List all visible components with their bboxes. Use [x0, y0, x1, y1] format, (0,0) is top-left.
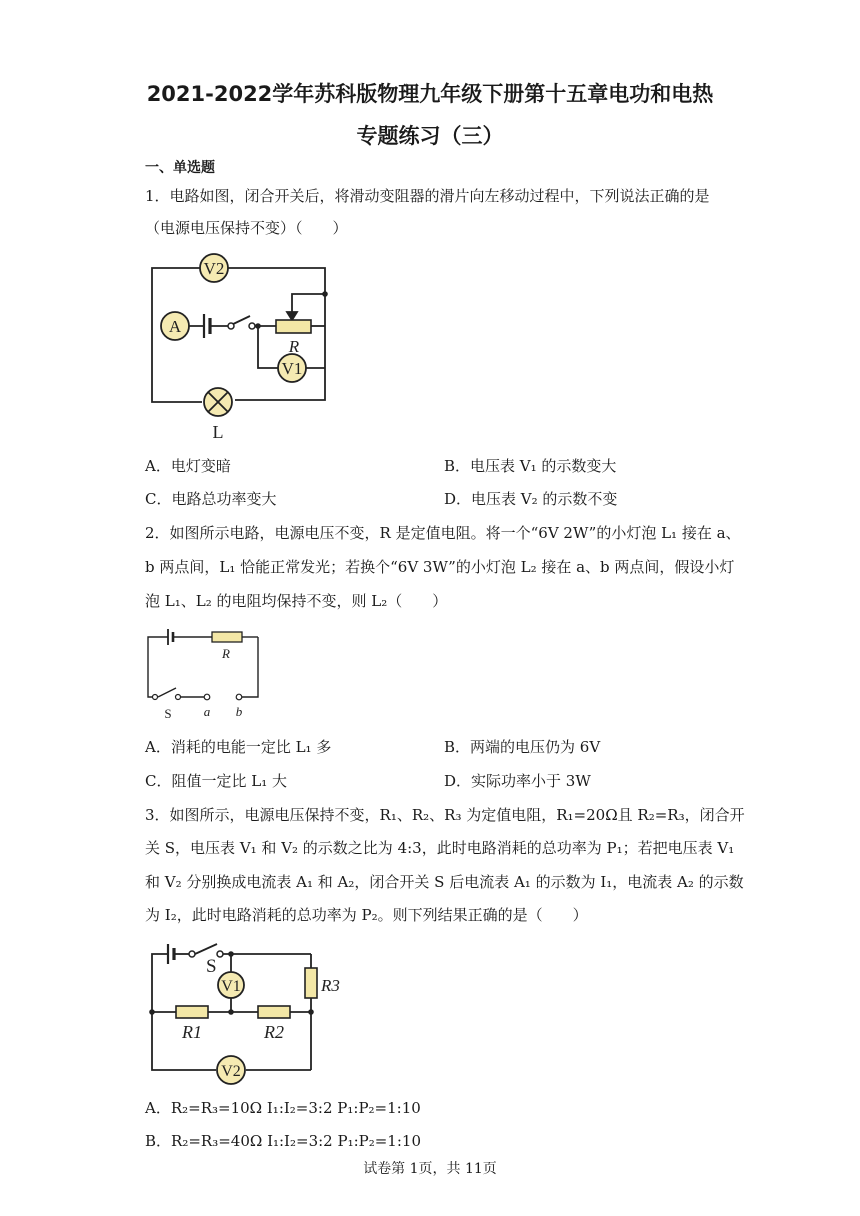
- q1-option-b[interactable]: B．电压表 V₁ 的示数变大: [444, 457, 617, 475]
- document-title-line-2: 专题练习（三）: [356, 124, 504, 148]
- q1-label-r: R: [288, 337, 300, 356]
- q3-label-v2: V2: [221, 1063, 241, 1080]
- q1-label-ammeter: A: [168, 317, 182, 336]
- q2-text-line-2: b 两点间，L₁ 恰能正常发光；若换个“6V 3W”的小灯泡 L₂ 接在 a、b 两点间，假设小灯: [145, 558, 735, 576]
- page-footer: 试卷第 1页，共 11页: [363, 1161, 497, 1177]
- q3-text-line-1: 3．如图所示，电源电压保持不变，R₁、R₂、R₃ 为定值电阻，R₁=20Ω且 R₂=R₃，闭合开: [145, 806, 745, 824]
- q2-label-s: S: [164, 706, 172, 721]
- q2-option-c[interactable]: C．阻值一定比 L₁ 大: [145, 772, 287, 790]
- q1-circuit-diagram: [140, 252, 350, 447]
- q2-label-r: R: [222, 646, 230, 661]
- q1-label-v1: V1: [281, 359, 303, 378]
- q2-label-a: a: [203, 704, 211, 719]
- q2-circuit-diagram: [142, 625, 267, 725]
- q3-label-v1: V1: [221, 978, 241, 995]
- q2-option-a[interactable]: A．消耗的电能一定比 L₁ 多: [145, 738, 332, 756]
- q3-label-r1: R1: [182, 1022, 202, 1042]
- q2-text-line-3: 泡 L₁、L₂ 的电阻均保持不变，则 L₂（ ）: [145, 592, 448, 610]
- q1-option-c[interactable]: C．电路总功率变大: [145, 490, 277, 508]
- q2-text-line-1: 2．如图所示电路，电源电压不变，R 是定值电阻。将一个“6V 2W”的小灯泡 L₁ 接在 a、: [145, 524, 741, 542]
- q3-circuit-diagram: [142, 940, 347, 1090]
- q1-label-v2: V2: [203, 259, 225, 278]
- q3-label-s: S: [206, 956, 217, 977]
- q2-label-b: b: [235, 704, 243, 719]
- q1-text-line-2: （电源电压保持不变）（ ）: [145, 219, 348, 237]
- q2-option-b[interactable]: B．两端的电压仍为 6V: [444, 738, 601, 756]
- document-title-line-1: 2021-2022学年苏科版物理九年级下册第十五章电功和电热: [146, 82, 714, 106]
- q3-option-b[interactable]: B．R₂=R₃=40Ω I₁:I₂=3:2 P₁:P₂=1:10: [145, 1132, 421, 1150]
- q1-option-a[interactable]: A．电灯变暗: [145, 457, 231, 475]
- q3-text-line-4: 为 I₂，此时电路消耗的总功率为 P₂。则下列结果正确的是（ ）: [145, 906, 588, 924]
- q3-label-r3: R3: [321, 976, 340, 995]
- q3-text-line-3: 和 V₂ 分别换成电流表 A₁ 和 A₂，闭合开关 S 后电流表 A₁ 的示数为 I₁，电流表 A₂ 的示数: [145, 873, 744, 891]
- q3-label-r2: R2: [264, 1022, 284, 1042]
- section-heading: 一、单选题: [145, 160, 215, 176]
- q1-text-line-1: 1．电路如图，闭合开关后，将滑动变阻器的滑片向左移动过程中，下列说法正确的是: [145, 187, 710, 205]
- q1-label-lamp: L: [212, 422, 224, 442]
- q2-option-d[interactable]: D．实际功率小于 3W: [444, 772, 591, 790]
- q1-option-d[interactable]: D．电压表 V₂ 的示数不变: [444, 490, 618, 508]
- q3-text-line-2: 关 S，电压表 V₁ 和 V₂ 的示数之比为 4:3，此时电路消耗的总功率为 P₁；若把电压表 V₁: [145, 839, 735, 857]
- q3-option-a[interactable]: A．R₂=R₃=10Ω I₁:I₂=3:2 P₁:P₂=1:10: [145, 1099, 421, 1117]
